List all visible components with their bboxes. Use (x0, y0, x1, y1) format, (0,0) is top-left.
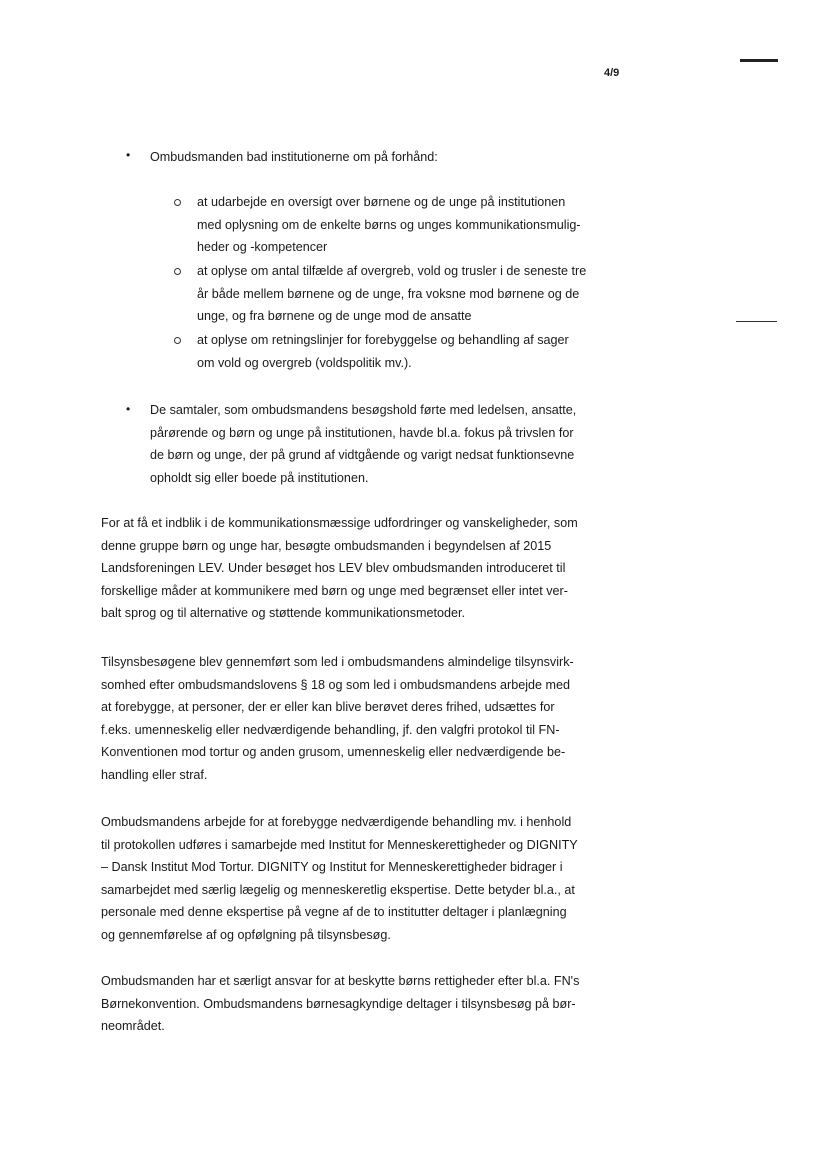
bullet-2-text (150, 399, 576, 489)
paragraph-line: handling eller straf. (101, 767, 208, 782)
paragraph-1 (101, 512, 578, 625)
paragraph-3 (101, 811, 578, 946)
sub-item-2-line: år både mellem børnene og de unge, fra voksne mod børnene og de (197, 286, 580, 301)
paragraph-line: – Dansk Institut Mod Tortur. DIGNITY og Institut for Menneskerettigheder bidrager i (101, 860, 563, 874)
margin-rule (736, 321, 777, 322)
bullet-dot: • (126, 148, 131, 162)
sub-item-1-line: heder og -kompetencer (197, 240, 328, 254)
paragraph-line: balt sprog og til alternative og støttende kommunikationsmetoder. (101, 606, 466, 620)
sub-item-1-line: med oplysning om de enkelte børns og unges kommunikationsmulig- (197, 217, 581, 232)
paragraph-line: Landsforeningen LEV. Under besøget hos LEV blev ombudsmanden introduceret til (101, 561, 566, 575)
sub-item-1-line: at udarbejde en oversigt over børnene og de unge på institutionen (197, 195, 566, 209)
paragraph-line: Ombudsmandens arbejde for at forebygge nedværdigende behandling mv. i henhold (101, 815, 572, 829)
paragraph-line: at forebygge, at personer, der er eller kan blive berøvet deres frihed, udsættes for (101, 700, 555, 714)
paragraph-line: og gennemførelse af og opfølgning på tilsynsbesøg. (101, 927, 391, 942)
sub-item-3-line: om vold og overgreb (voldspolitik mv.). (197, 355, 412, 370)
sub-item-3-line: at oplyse om retningslinjer for forebyggelse og behandling af sager (197, 333, 569, 347)
bullet-1-text: Ombudsmanden bad institutionerne om på forhånd: (150, 150, 438, 164)
sub-item-2 (197, 260, 586, 328)
header-rule (740, 59, 778, 62)
sub-item-1 (197, 191, 581, 259)
paragraph-line: Børnekonvention. Ombudsmandens børnesagkyndige deltager i tilsynsbesøg på bør- (101, 996, 576, 1011)
bullet-2-line: De samtaler, som ombudsmandens besøgshold førte med ledelsen, ansatte, (150, 403, 577, 417)
paragraph-line: personale med denne ekspertise på vegne af de to institutter deltager i planlægning (101, 905, 567, 919)
bullet-2-line: pårørende og børn og unge på institutionen, havde bl.a. fokus på trivslen for (150, 425, 574, 440)
sub-item-2-line: at oplyse om antal tilfælde af overgreb, vold og trusler i de seneste tre (197, 264, 587, 278)
paragraph-line: Konventionen mod tortur og anden grusom, umenneskelig eller nedværdigende be- (101, 745, 566, 759)
paragraph-line: neområdet. (101, 1019, 165, 1033)
paragraph-line: For at få et indblik i de kommunikationsmæssige udfordringer og vanskeligheder, som (101, 516, 578, 530)
bullet-2-line: de børn og unge, der på grund af vidtgående og varigt nedsat funktionsevne (150, 448, 575, 462)
sub-bullet-circle (174, 268, 181, 275)
paragraph-line: Tilsynsbesøgene blev gennemført som led i ombudsmandens almindelige tilsynsvirk- (101, 655, 574, 669)
sub-bullet-circle (174, 199, 181, 206)
paragraph-line: forskellige måder at kommunikere med børn og unge med begrænset eller intet ver- (101, 583, 568, 598)
bullet-2-line: opholdt sig eller boede på institutionen. (150, 470, 369, 485)
sub-item-3 (197, 329, 569, 374)
paragraph-line: f.eks. umenneskelig eller nedværdigende behandling, jf. den valgfri protokol til FN- (101, 722, 560, 737)
sub-item-2-line: unge, og fra børnene og de unge mod de ansatte (197, 309, 472, 323)
paragraph-line: somhed efter ombudsmandslovens § 18 og som led i ombudsmandens arbejde med (101, 677, 571, 692)
page-number: 4/9 (604, 67, 620, 79)
paragraph-line: samarbejdet med særlig lægelig og menneskeretlig ekspertise. Dette betyder bl.a., at (101, 882, 575, 897)
paragraph-line: Ombudsmanden har et særligt ansvar for at beskytte børns rettigheder efter bl.a. FN's (101, 974, 580, 988)
bullet-dot: • (126, 402, 131, 416)
paragraph-line: til protokollen udføres i samarbejde med Institut for Menneskerettigheder og DIGNITY (101, 837, 578, 852)
paragraph-2 (101, 651, 574, 786)
sub-bullet-circle (174, 337, 181, 344)
paragraph-line: denne gruppe børn og unge har, besøgte ombudsmanden i begyndelsen af 2015 (101, 538, 552, 553)
paragraph-4 (101, 970, 579, 1038)
